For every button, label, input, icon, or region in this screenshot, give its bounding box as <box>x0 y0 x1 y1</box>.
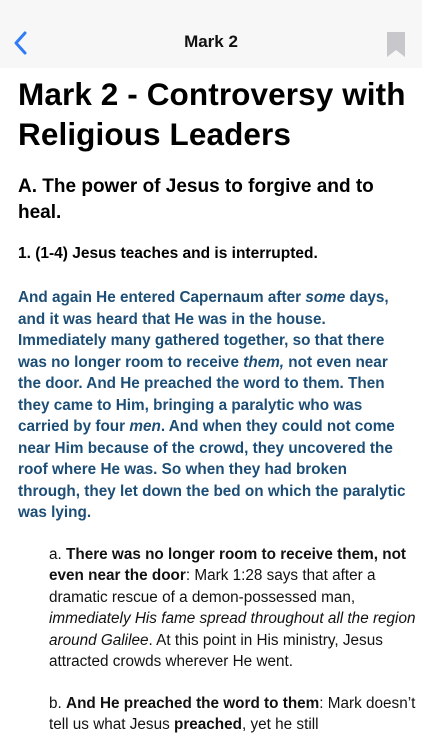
page-title: Mark 2 - Controversy with Religious Leaders <box>18 76 406 152</box>
note-label: b. <box>49 694 67 712</box>
sub-heading: 1. (1-4) Jesus teaches and is interrupted. <box>18 245 318 262</box>
scripture-italic: men <box>129 418 161 435</box>
scripture-text: not even near the door. And He preached the word to them. Then they came to Him, bringing a paralytic who was carried by four <box>18 353 388 435</box>
bookmark-icon[interactable] <box>386 32 406 58</box>
scripture-italic: them, <box>243 353 285 371</box>
navigation-bar <box>0 0 422 68</box>
commentary-note-a <box>49 544 419 673</box>
note-text: . At this point in His ministry, Jesus attracted crowds wherever He went. <box>49 631 383 670</box>
scripture-text: And again He entered Capernaum after <box>18 289 306 306</box>
chapter-content <box>18 68 416 756</box>
scripture-passage <box>18 287 410 524</box>
note-italic-quote: immediately His fame spread throughout all the region around Galilee <box>49 610 416 649</box>
note-label: a. <box>49 545 67 563</box>
commentary-note-b <box>49 693 419 736</box>
note-bold-quote: There was no longer room to receive them, not even near the door <box>49 545 407 584</box>
note-text: : Mark 1:28 says that after a dramatic rescue of a demon-possessed man, <box>49 567 376 606</box>
scripture-text: days, and it was heard that He was in the house. Immediately many gathered together, so that there was no longer room to receive <box>18 289 389 371</box>
section-heading: A. The power of Jesus to forgive and to heal. <box>18 176 374 223</box>
commentary-notes <box>49 544 419 736</box>
scripture-italic: some <box>305 289 346 306</box>
note-bold-quote: And He preached the word to them <box>66 694 320 712</box>
note-text: : Mark doesn’t tell us what Jesus <box>49 694 416 733</box>
nav-title: Mark 2 <box>184 32 238 51</box>
note-bold-word: preached <box>173 716 242 733</box>
scripture-text: . And when they could not come near Him because of the crowd, they uncovered the roof where He was. So when they had broken through, they let down the bed on which the paralytic was lying. <box>18 418 406 521</box>
note-text: , yet he still <box>242 716 319 733</box>
